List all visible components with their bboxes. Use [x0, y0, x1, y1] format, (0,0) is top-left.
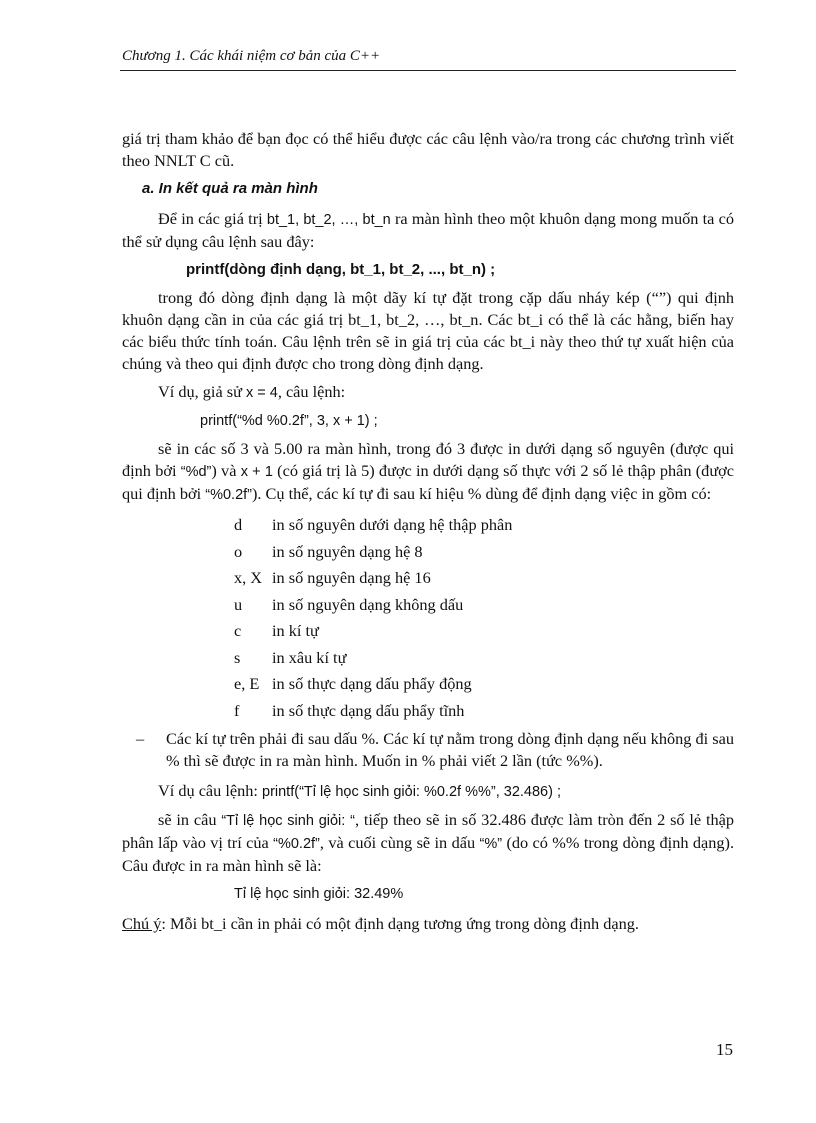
p3-b: ) và: [211, 461, 241, 480]
dash-mark: –: [136, 729, 145, 748]
format-spec-key: e, E: [234, 674, 260, 693]
format-spec-key: o: [234, 541, 243, 561]
dash-note: [122, 728, 734, 772]
example-intro-a: Ví dụ, giả sử: [158, 382, 246, 401]
p4-d: (do có %% trong dòng định dạng). Câu được in ra màn hình sẽ là:: [122, 833, 735, 875]
printf-syntax: printf(dòng định dạng, bt_1, bt_2, ..., bt_n) ;: [186, 261, 496, 278]
p4-code2: “%0.2f”: [273, 836, 320, 852]
format-spec-key: s: [234, 647, 241, 667]
p3-code2: x + 1: [240, 464, 273, 480]
paragraph-3: [122, 438, 734, 506]
format-spec-desc: in số thực dạng dấu phẩy tĩnh: [272, 700, 465, 720]
format-spec-desc: in số nguyên dạng hệ 8: [272, 541, 423, 561]
format-spec-desc: in xâu kí tự: [272, 647, 347, 667]
format-spec-key: c: [234, 621, 242, 640]
format-spec-key: u: [234, 594, 243, 614]
format-spec-item: [234, 618, 734, 645]
p3-d: ). Cụ thể, các kí tự đi sau kí hiệu % dùng để định dạng việc in gồm có:: [252, 484, 712, 503]
example-intro: [122, 381, 734, 404]
example2-code: printf(“Tỉ lệ học sinh giỏi: %0.2f %%”, 32.486) ;: [262, 784, 561, 800]
format-spec-desc: in kí tự: [272, 621, 319, 640]
note-text: : Mỗi bt_i cần in phải có một định dạng tương ứng trong dòng định dạng.: [161, 914, 639, 933]
dash-note-text: Các kí tự trên phải đi sau dấu %. Các kí tự nằm trong dòng định dạng nếu không đi sau % thì sẽ được in ra màn hình. Muốn in % phải viết 2 lần (tức %%).: [166, 729, 734, 770]
page-content: [122, 128, 734, 941]
paragraph-2: trong đó dòng định dạng là một dãy kí tự đặt trong cặp dấu nháy kép (“”) qui định khuôn dạng cần in của các giá trị bt_1, bt_2, …, bt_n. Các bt_i có thể là các hằng, biến hay các biểu thức tính toán. Câu lệnh trên sẽ in giá trị của các bt_i này theo thứ tự xuất hiện của chúng và theo qui định được cho trong dòng định dạng.: [122, 288, 734, 373]
p4-a: sẽ in câu: [158, 810, 222, 829]
example-code: printf(“%d %0.2f”, 3, x + 1) ;: [200, 413, 378, 429]
page-number: 15: [716, 1040, 733, 1059]
p1-rest: ra màn hình theo một khuôn dạng mong muốn ta có thể sử dụng câu lệnh sau đây:: [122, 209, 734, 251]
format-spec-item: [234, 539, 734, 566]
p4-code3: “%”: [479, 836, 503, 852]
example2-a: Ví dụ câu lệnh:: [158, 781, 262, 800]
p3-a: sẽ in các số 3 và 5.00 ra màn hình, trong đó 3 được in dưới dạng số nguyên (được qui định bởi: [122, 439, 734, 480]
page-header: Chương 1. Các khái niệm cơ bản của C++: [122, 48, 381, 64]
example-intro-b: , câu lệnh:: [277, 382, 346, 401]
format-spec-item: [234, 645, 734, 672]
format-spec-item: [234, 512, 734, 539]
result-line: Tỉ lệ học sinh giỏi: 32.49%: [234, 886, 404, 902]
format-spec-desc: in số nguyên dạng hệ 16: [272, 568, 431, 587]
format-spec-item: [234, 698, 734, 725]
format-spec-desc: in số nguyên dạng không dấu: [272, 594, 464, 614]
format-spec-desc: in số nguyên dưới dạng hệ thập phân: [272, 515, 513, 534]
format-spec-item: [234, 671, 734, 698]
header-divider: [120, 70, 736, 71]
format-spec-desc: in số thực dạng dấu phẩy động: [272, 674, 472, 693]
note-label: Chú ý: [122, 914, 162, 933]
format-spec-item: [234, 592, 734, 619]
p3-code1: “%d”: [180, 464, 212, 480]
p1-code: bt_1, bt_2, …, bt_n: [266, 212, 391, 228]
intro-paragraph: giá trị tham khảo để bạn đọc có thể hiểu được các câu lệnh vào/ra trong các chương trình viết theo NNLT C cũ.: [122, 129, 734, 170]
note-paragraph: [122, 913, 734, 935]
format-spec-key: f: [234, 700, 240, 720]
format-spec-item: [234, 565, 734, 592]
p3-c: (có giá trị là 5) được in dưới dạng số thực với 2 số lẻ thập phân (được qui định bởi: [122, 461, 734, 503]
format-spec-key: d: [234, 515, 243, 534]
example-2: [122, 780, 734, 803]
paragraph-4: [122, 809, 734, 877]
format-spec-key: x, X: [234, 568, 263, 587]
p4-code1: “Tỉ lệ học sinh giỏi: “: [221, 813, 355, 829]
paragraph-1: [122, 208, 734, 253]
p1-text: Để in các giá trị: [158, 209, 267, 228]
p3-code3: “%0.2f”: [205, 487, 252, 503]
section-title: a. In kết quả ra màn hình: [142, 180, 318, 197]
p4-b: , tiếp theo sẽ in số 32.486 được làm tròn đến 2 số lẻ thập phân lấp vào vị trí của: [122, 810, 735, 852]
example-intro-code: x = 4: [245, 385, 278, 401]
format-spec-list: [234, 512, 734, 724]
p4-c: , và cuối cùng sẽ in dấu: [319, 833, 480, 852]
